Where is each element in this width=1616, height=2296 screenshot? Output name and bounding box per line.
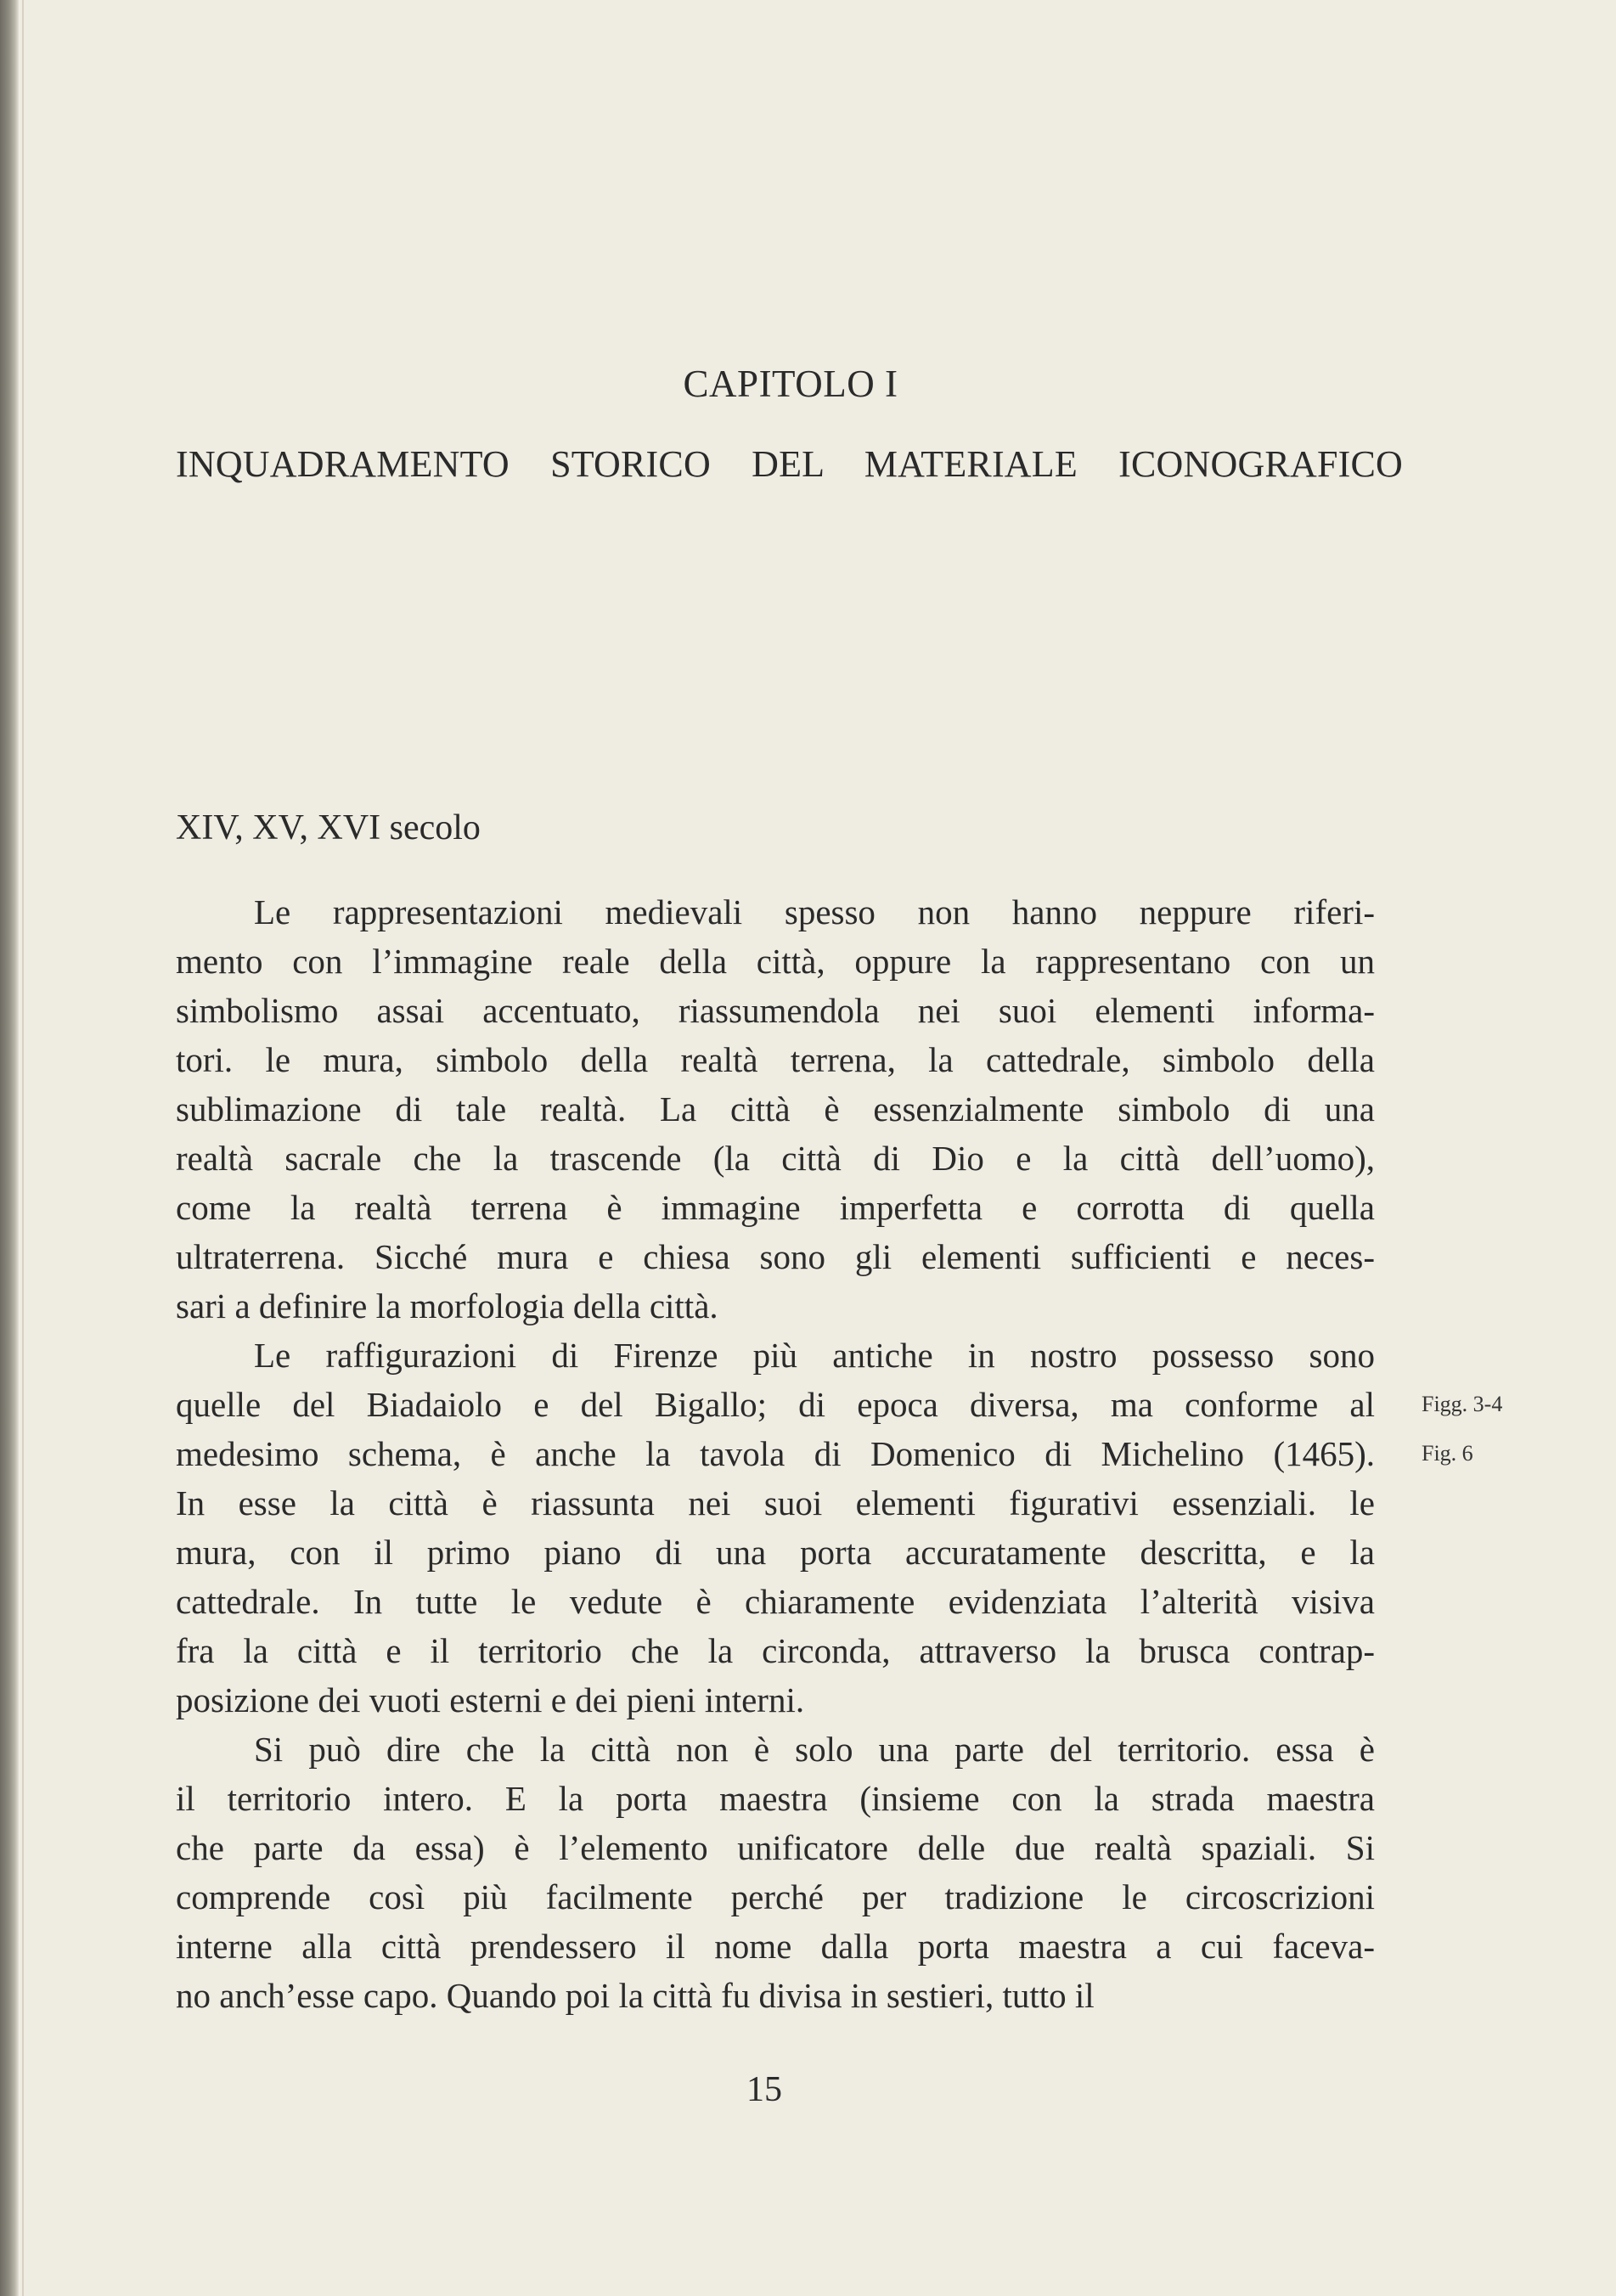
text-line: interne alla città prendessero il nome dalla porta maestra a cui faceva- — [176, 1927, 1375, 1966]
text-line: no anch’esse capo. Quando poi la città fu divisa in sestieri, tutto il — [176, 1976, 1095, 2015]
text-line: realtà sacrale che la trascende (la città di Dio e la città dell’uomo), — [176, 1139, 1375, 1178]
text-line: cattedrale. In tutte le vedute è chiaramente evidenziata l’alterità visiva — [176, 1582, 1375, 1621]
chapter-title: INQUADRAMENTO STORICO DEL MATERIALE ICONOGRAFICO — [176, 443, 1403, 485]
page-number: 15 — [746, 2070, 782, 2109]
text-line: Le rappresentazioni medievali spesso non hanno neppure riferi- — [254, 892, 1375, 931]
text-line: sari a definire la morfologia della città. — [176, 1286, 718, 1325]
page-edge — [22, 0, 24, 2296]
margin-note: Fig. 6 — [1422, 1441, 1473, 1466]
text-line: comprende così più facilmente perché per tradizione le circoscrizioni — [176, 1877, 1375, 1916]
text-line: mento con l’immagine reale della città, oppure la rappresentano con un — [176, 942, 1375, 981]
text-line: medesimo schema, è anche la tavola di Domenico di Michelino (1465). — [176, 1434, 1375, 1473]
text-line: sublimazione di tale realtà. La città è essenzialmente simbolo di una — [176, 1089, 1375, 1128]
text-line: simbolismo assai accentuato, riassumendola nei suoi elementi informa- — [176, 991, 1375, 1030]
text-line: quelle del Biadaiolo e del Bigallo; di epoca diversa, ma conforme al — [176, 1385, 1375, 1424]
body-text — [176, 887, 1375, 2020]
text-line: che parte da essa) è l’elemento unificatore delle due realtà spaziali. Si — [176, 1828, 1375, 1867]
chapter-label: CAPITOLO I — [683, 363, 898, 405]
text-line: In esse la città è riassunta nei suoi elementi figurativi essenziali. le — [176, 1483, 1375, 1522]
text-line: mura, con il primo piano di una porta accuratamente descritta, e la — [176, 1533, 1375, 1572]
text-line: posizione dei vuoti esterni e dei pieni interni. — [176, 1680, 805, 1719]
text-line: tori. le mura, simbolo della realtà terrena, la cattedrale, simbolo della — [176, 1040, 1375, 1079]
section-heading: XIV, XV, XVI secolo — [176, 808, 481, 847]
margin-note: Figg. 3-4 — [1422, 1392, 1503, 1416]
text-line: il territorio intero. E la porta maestra (insieme con la strada maestra — [176, 1779, 1375, 1818]
text-line: Si può dire che la città non è solo una parte del territorio. essa è — [254, 1730, 1375, 1769]
text-line: come la realtà terrena è immagine imperfetta e corrotta di quella — [176, 1188, 1375, 1227]
text-line: fra la città e il territorio che la circonda, attraverso la brusca contrap- — [176, 1631, 1375, 1670]
text-line: Le raffigurazioni di Firenze più antiche in nostro possesso sono — [254, 1336, 1375, 1375]
book-spine-shadow — [0, 0, 19, 2296]
text-line: ultraterrena. Sicché mura e chiesa sono gli elementi sufficienti e neces- — [176, 1237, 1375, 1276]
